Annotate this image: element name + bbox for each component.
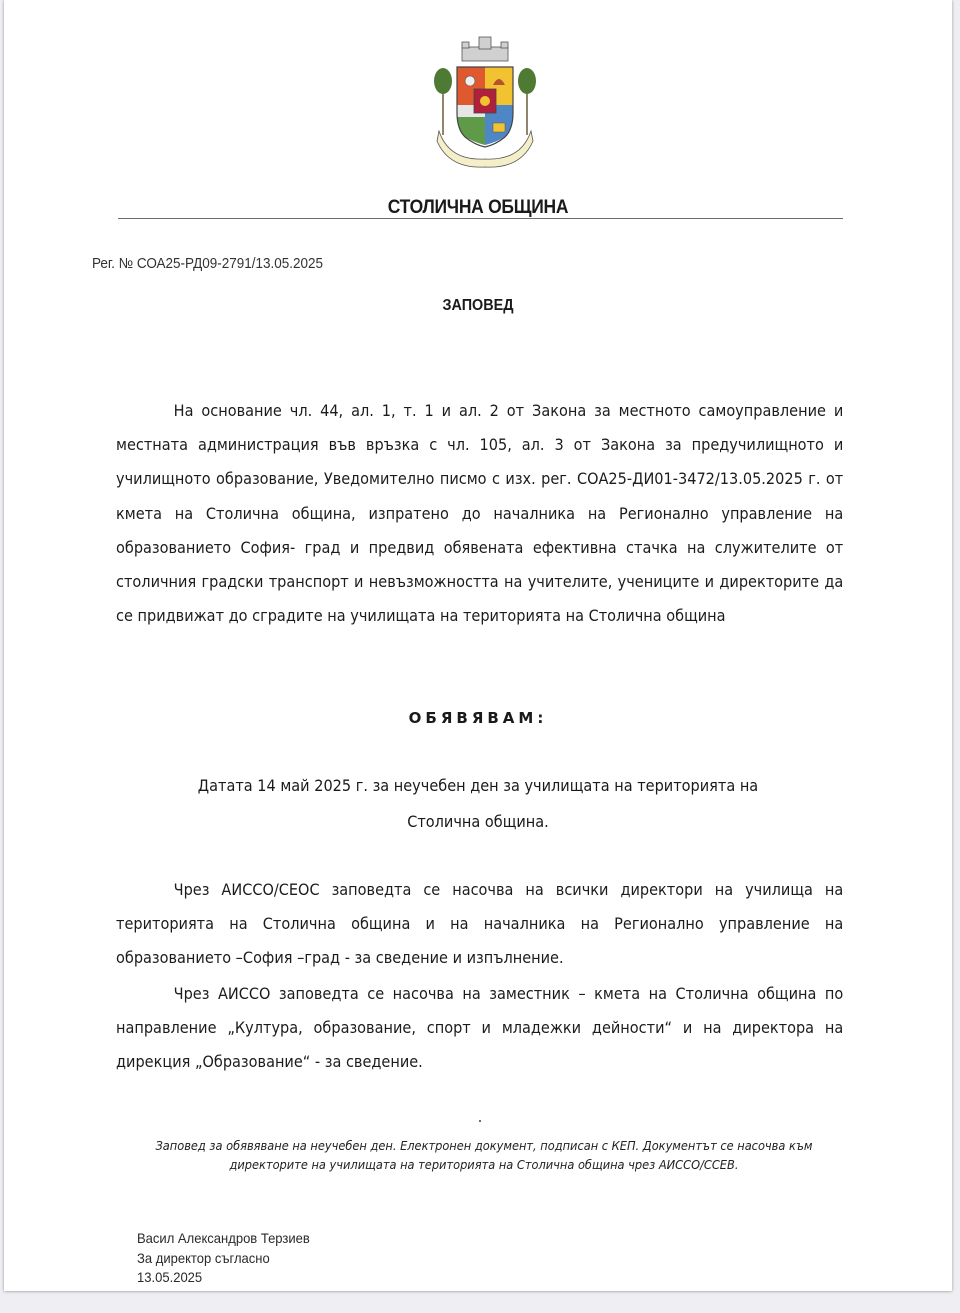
preamble-text: На основание чл. 44, ал. 1, т. 1 и ал. 2 от Закона за местното самоуправление и местната администрация във връзка с чл. 105, ал. 3 от Закона за предучилищното и училищното образование, Уведомително писмо с изх. рег. СОА25-ДИ01-3472/13.05.2025 г. от кмета на Столична община, изпратено до началника на Регионално управление на образованието София- град и предвид обявената ефективна стачка на служителите от столичния градски транспорт и невъзможността на учителите, учениците и директорите да се придвижат до сградите на училищата на територията на Столична община [116,402,844,626]
document-page [4,0,952,1291]
stray-dot [479,1120,481,1122]
coat-of-arms-icon [429,33,541,169]
header-divider [118,218,843,219]
organization-title: СТОЛИЧНА ОБЩИНА [387,197,569,218]
decision-line-2: Столична община. [407,813,549,831]
signatory-name: Васил Александров Терзиев [137,1230,310,1246]
preamble-paragraph [116,394,843,633]
distribution-text-2: Чрез АИССО заповедта се насочва на заместник – кмета на Столична община по направление „Култура, образование, спорт и младежки дейности“ и на директора на дирекция „Образование“ - за сведение. [116,985,844,1072]
decision-line-1: Датата 14 май 2025 г. за неучебен ден за училищата на територията на [197,777,759,795]
footnote: Заповед за обявяване на неучебен ден. Електронен документ, подписан с КЕП. Документът се насочва към директорите на училищата на територията на Столична община чрез АИССО/ССЕВ. [155,1138,813,1172]
order-heading: ЗАПОВЕД [442,297,514,314]
distribution-paragraph-2 [116,977,843,1080]
registration-number: Рег. № СОА25-РД09-2791/13.05.2025 [92,256,323,272]
distribution-text-1: Чрез АИССО/СЕОС заповедта се насочва на всички директори на училища на територията на Столична община и на началника на Регионално управление на образованието –София –град - за сведение и изпълнение. [116,881,844,968]
signatory-role: За директор съгласно [137,1249,270,1266]
declaration-heading: ОБЯВЯВАМ: [408,709,548,727]
signature-block [137,1229,310,1288]
distribution-paragraph-1 [116,873,843,976]
signature-date: 13.05.2025 [137,1269,203,1285]
